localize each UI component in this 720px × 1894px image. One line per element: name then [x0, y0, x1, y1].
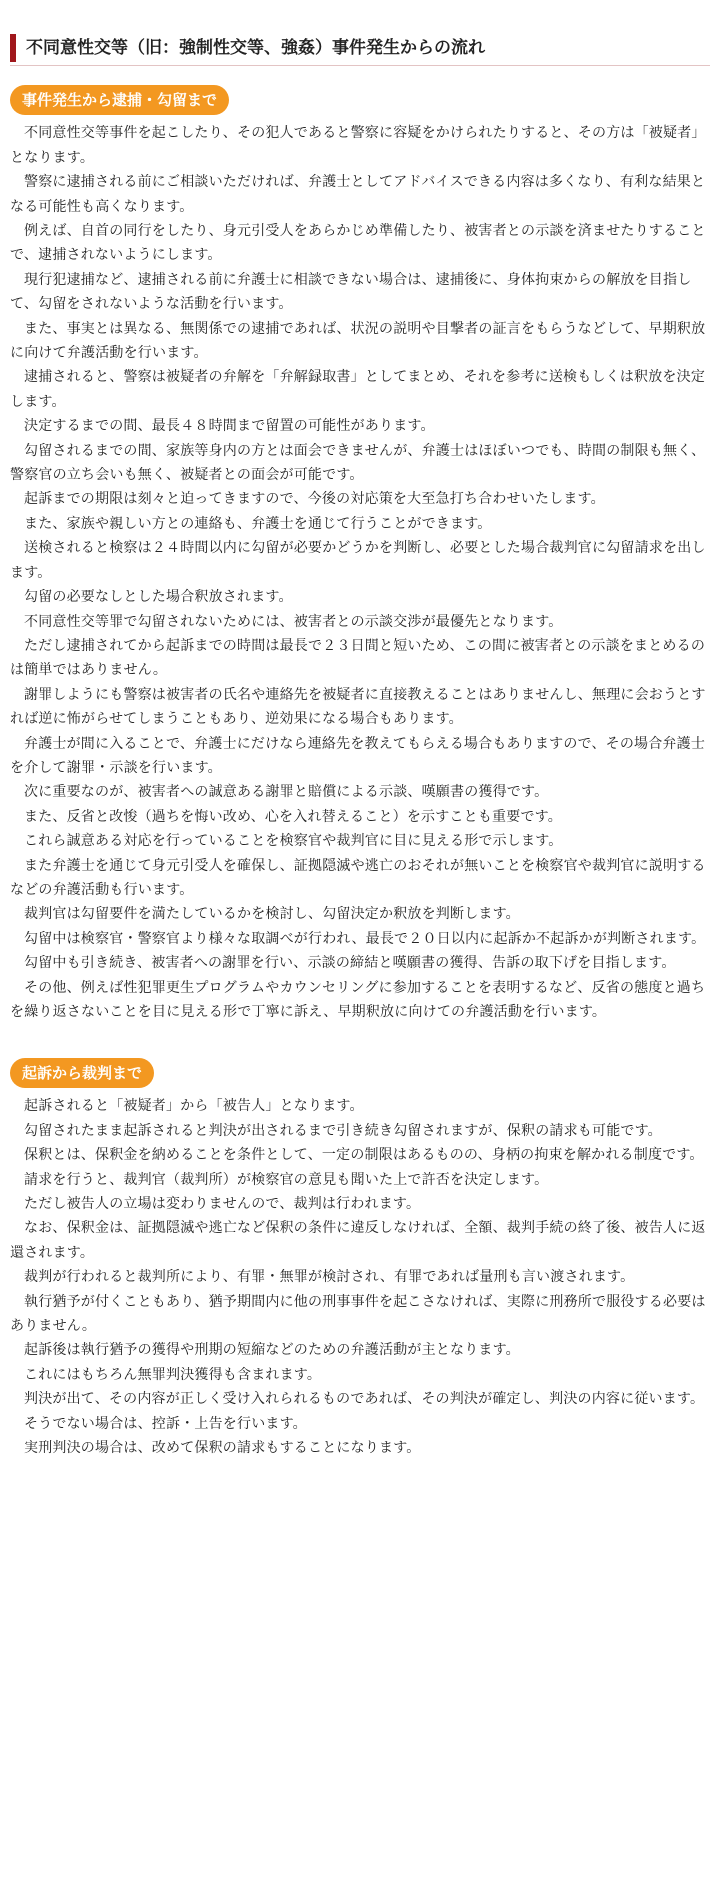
paragraph: また、事実とは異なる、無関係での逮捕であれば、状況の説明や目撃者の証言をもらうなどして、早期釈放に向けて弁護活動を行います。	[10, 320, 706, 362]
paragraph: 送検されると検察は２４時間以内に勾留が必要かどうかを判断し、必要とした場合裁判官に勾留請求を出します。	[10, 540, 706, 581]
paragraph: 執行猶予が付くこともあり、猶予期間内に他の刑事事件を起こさなければ、実際に刑務所で服役する必要はありません。	[10, 1293, 706, 1335]
paragraph: 現行犯逮捕など、逮捕される前に弁護士に相談できない場合は、逮捕後に、身体拘束からの解放を目指して、勾留をされないような活動を行います。	[10, 271, 692, 313]
paragraph: 請求を行うと、裁判官（裁判所）が検察官の意見も聞いた上で許否を決定します。	[24, 1171, 549, 1188]
paragraph: 勾留中は検察官・警察官より様々な取調べが行われ、最長で２０日以内に起訴か不起訴かが判断されます。	[24, 930, 706, 947]
paragraph: 弁護士が間に入ることで、弁護士にだけなら連絡先を教えてもらえる場合もありますので、その場合弁護士を介して謝罪・示談を行います。	[10, 735, 706, 776]
paragraph: 決定するまでの間、最長４８時間まで留置の可能性があります。	[24, 418, 435, 435]
paragraph: 勾留の必要なしとした場合釈放されます。	[24, 589, 293, 606]
paragraph: 保釈とは、保釈金を納めることを条件として、一定の制限はあるものの、身柄の拘束を解かれる制度です。	[24, 1147, 704, 1164]
paragraph-list	[10, 1094, 710, 1460]
paragraph-list	[10, 121, 710, 1024]
paragraph: また、反省と改悛（過ちを悔い改め、心を入れ替えること）を示すことも重要です。	[24, 808, 562, 825]
paragraph: 例えば、自首の同行をしたり、身元引受人をあらかじめ準備したり、被害者との示談を済ませたりすることで、逮捕されないようにします。	[10, 223, 706, 264]
paragraph: これにはもちろん無罪判決獲得も含まれます。	[24, 1366, 322, 1383]
paragraph: 起訴までの期限は刻々と迫ってきますので、今後の対応策を大至急打ち合わせいたします。	[24, 491, 605, 508]
paragraph: また、家族や親しい方との連絡も、弁護士を通じて行うことができます。	[24, 515, 492, 532]
page-title: 不同意性交等（旧：強制性交等、強姦）事件発生からの流れ	[10, 34, 710, 62]
paragraph: ただし被告人の立場は変わりませんので、裁判は行われます。	[24, 1196, 421, 1213]
paragraph: これら誠意ある対応を行っていることを検察官や裁判官に目に見える形で示します。	[24, 833, 563, 850]
paragraph: 勾留されるまでの間、家族等身内の方とは面会できませんが、弁護士はほぼいつでも、時間の制限も無く、警察官の立ち会いも無く、被疑者との面会が可能です。	[10, 442, 706, 484]
paragraph: 警察に逮捕される前にご相談いただければ、弁護士としてアドバイスできる内容は多くなり、有利な結果となる可能性も高くなります。	[10, 174, 706, 215]
section-arrest-detention	[10, 73, 710, 1024]
article	[0, 34, 720, 1461]
paragraph: そうでない場合は、控訴・上告を行います。	[24, 1415, 307, 1432]
paragraph: ただし逮捕されてから起訴までの時間は最長で２３日間と短いため、この間に被害者との示談をまとめるのは簡単ではありません。	[10, 637, 706, 679]
paragraph: 勾留されたまま起訴されると判決が出されるまで引き続き勾留されますが、保釈の請求も可能です。	[24, 1122, 662, 1139]
paragraph: 起訴後は執行猶予の獲得や刑期の短縮などのための弁護活動が主となります。	[24, 1342, 520, 1359]
paragraph: 次に重要なのが、被害者への誠意ある謝罪と賠償による示談、嘆願書の獲得です。	[24, 784, 549, 801]
section-heading: 起訴から裁判まで	[10, 1058, 154, 1088]
paragraph: また弁護士を通じて身元引受人を確保し、証拠隠滅や逃亡のおそれが無いことを検察官や裁判官に説明するなどの弁護活動も行います。	[10, 857, 706, 898]
paragraph: 裁判が行われると裁判所により、有罪・無罪が検討され、有罪であれば量刑も言い渡されます。	[24, 1269, 635, 1286]
paragraph: 裁判官は勾留要件を満たしているかを検討し、勾留決定か釈放を判断します。	[24, 906, 520, 923]
paragraph: 勾留中も引き続き、被害者への謝罪を行い、示談の締結と嘆願書の獲得、告訴の取下げを目指します。	[24, 955, 676, 972]
paragraph: 不同意性交等罪で勾留されないためには、被害者との示談交渉が最優先となります。	[24, 613, 563, 630]
paragraph: 不同意性交等事件を起こしたり、その犯人であると警察に容疑をかけられたりすると、その方は「被疑者」となります。	[10, 125, 706, 166]
section-indictment-trial	[10, 1024, 710, 1460]
paragraph: 逮捕されると、警察は被疑者の弁解を「弁解録取書」としてまとめ、それを参考に送検もしくは釈放を決定します。	[10, 369, 706, 410]
section-heading: 事件発生から逮捕・勾留まで	[10, 85, 229, 115]
paragraph: 実刑判決の場合は、改めて保釈の請求もすることになります。	[24, 1440, 421, 1457]
paragraph: 謝罪しようにも警察は被害者の氏名や連絡先を被疑者に直接教えることはありませんし、無理に会おうとすれば逆に怖がらせてしまうこともあり、逆効果になる場合もあります。	[10, 686, 706, 728]
paragraph: 判決が出て、その内容が正しく受け入れられるものであれば、その判決が確定し、判決の内容に従います。	[24, 1391, 705, 1408]
paragraph: その他、例えば性犯罪更生プログラムやカウンセリングに参加することを表明するなど、反省の態度と過ちを繰り返さないことを目に見える形で丁寧に訴え、早期釈放に向けての弁護活動を行います。	[10, 979, 706, 1020]
paragraph: なお、保釈金は、証拠隠滅や逃亡など保釈の条件に違反しなければ、全額、裁判手続の終了後、被告人に返還されます。	[10, 1220, 706, 1261]
paragraph: 起訴されると「被疑者」から「被告人」となります。	[24, 1098, 364, 1115]
